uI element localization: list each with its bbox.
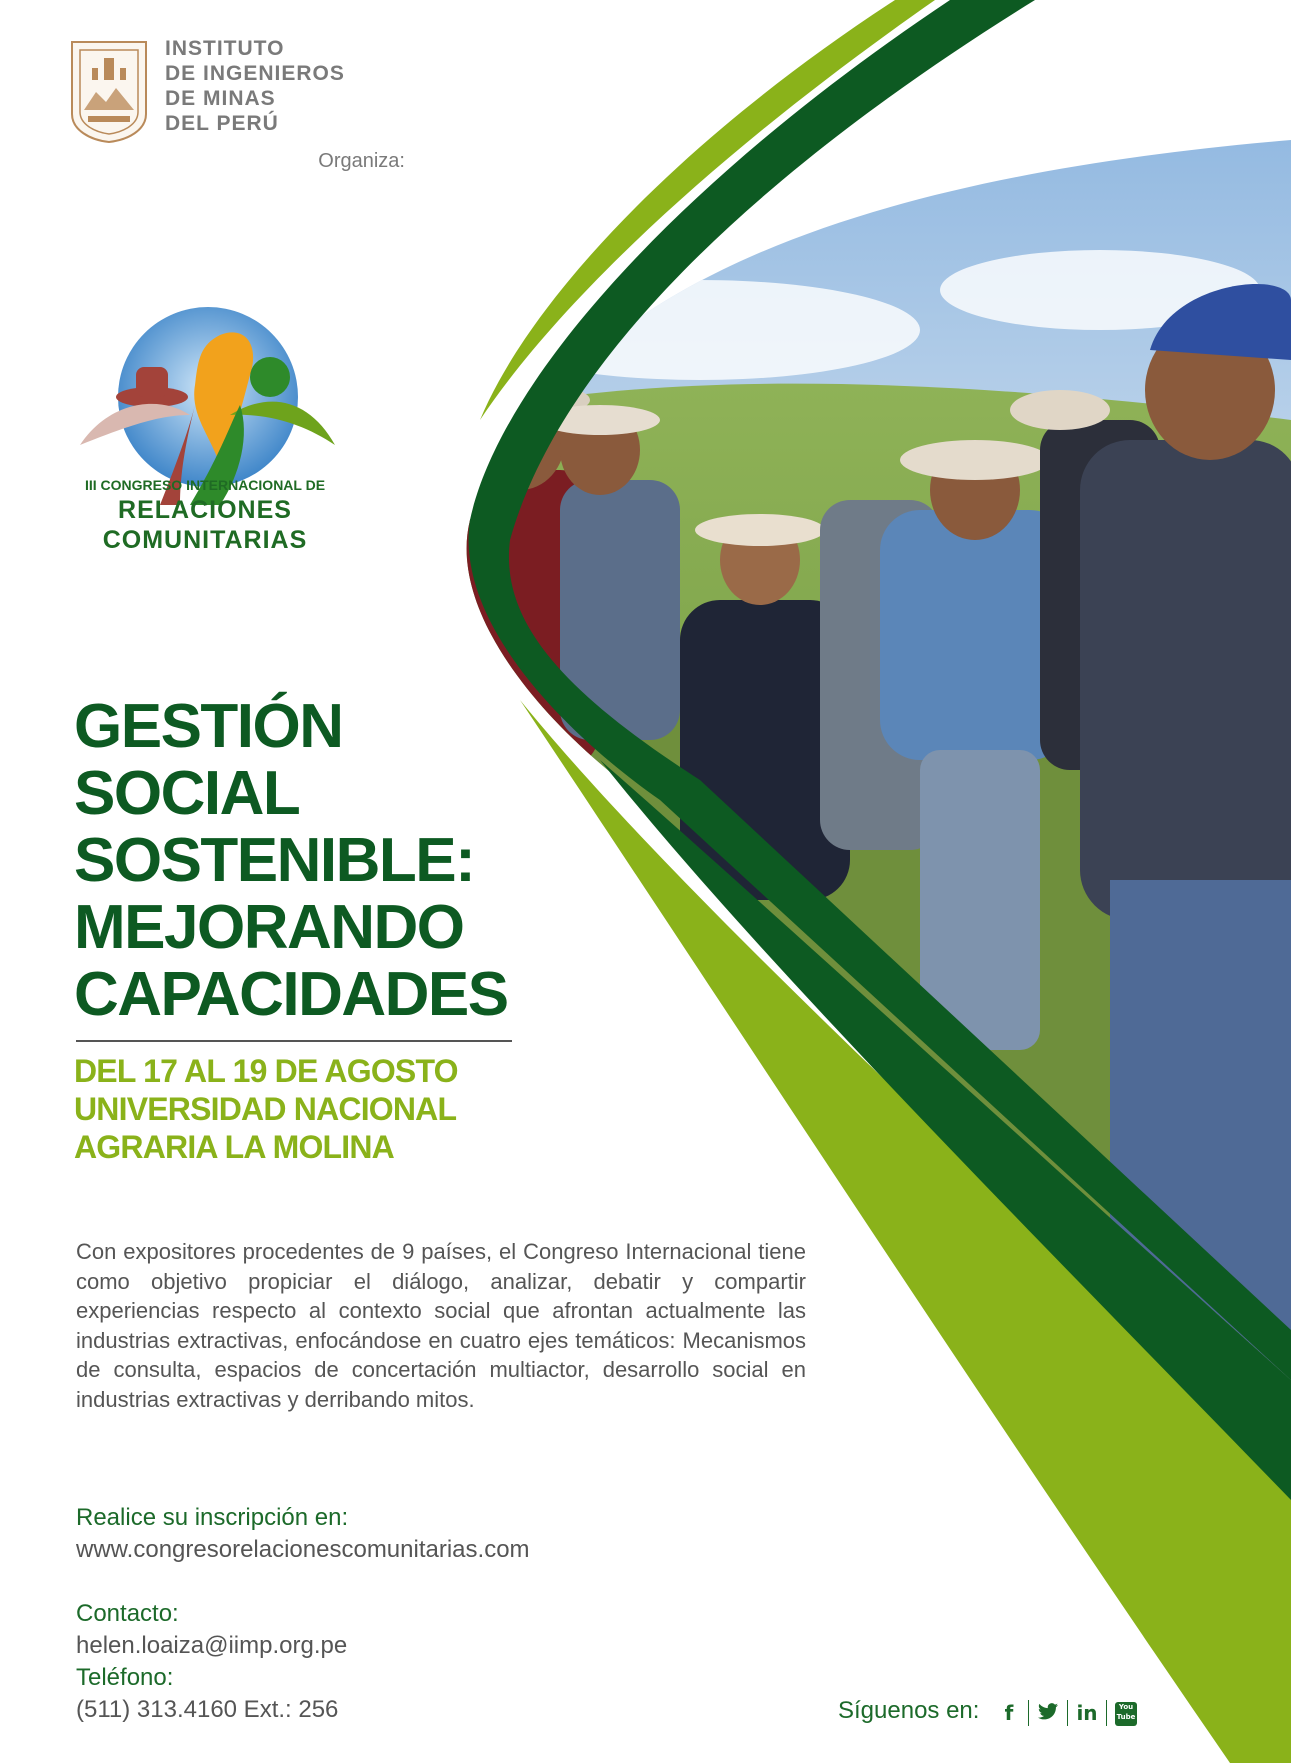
event-venue-line: AGRARIA LA MOLINA: [74, 1129, 394, 1165]
headline-line: MEJORANDO: [74, 893, 464, 962]
event-date: DEL 17 AL 19 DE AGOSTO: [74, 1053, 458, 1089]
social-links: [990, 1697, 1145, 1729]
congress-title-line2: RELACIONES: [118, 496, 292, 524]
phone-label: Teléfono:: [76, 1664, 174, 1691]
organizer-name-line: DEL PERÚ: [165, 112, 279, 135]
headline-line: CAPACIDADES: [74, 960, 508, 1029]
youtube-badge: You Tube: [1115, 1702, 1137, 1726]
contact-email[interactable]: helen.loaiza@iimp.org.pe: [76, 1632, 348, 1659]
organizer-name-line: DE MINAS: [165, 87, 276, 110]
headline-line: SOSTENIBLE:: [74, 826, 475, 895]
organizer-name-line: INSTITUTO: [165, 37, 285, 60]
congress-title-line3: COMUNITARIAS: [102, 526, 308, 554]
facebook-icon[interactable]: f: [1004, 1701, 1014, 1725]
congress-title-line1: III CONGRESO INTERNACIONAL DE: [84, 477, 326, 493]
organizer-name-line: DE INGENIEROS: [165, 62, 345, 85]
social-label: Síguenos en:: [838, 1697, 980, 1724]
headline-line: GESTIÓN: [74, 692, 343, 761]
iimp-seal-icon: [70, 40, 148, 144]
event-details: [74, 1052, 544, 1166]
contact-label: Contacto:: [76, 1600, 179, 1627]
organizer-label: Organiza:: [318, 150, 405, 172]
phone-number[interactable]: (511) 313.4160 Ext.: 256: [76, 1696, 339, 1723]
registration-url[interactable]: www.congresorelacionescomunitarias.com: [76, 1536, 530, 1563]
organizer-name: [165, 36, 445, 136]
youtube-icon[interactable]: [1107, 1700, 1145, 1726]
headline-divider: [76, 1040, 512, 1042]
headline-line: SOCIAL: [74, 759, 300, 828]
event-venue-line: UNIVERSIDAD NACIONAL: [74, 1091, 457, 1127]
registration-label: Realice su inscripción en:: [76, 1504, 349, 1531]
event-description: Con expositores procedentes de 9 países, el Congreso Internacional tiene como objetivo propiciar el diálogo, analizar, debatir y compartir experiencias respecto al contexto social que afrontan actualmente las industrias extractivas, enfocándose en cuatro ejes temáticos: Mecanismos de consulta, espacios de concertación multiactor, desarrollo social en industrias extractivas y derribando mitos.: [76, 1239, 806, 1412]
twitter-bird-icon: [1038, 1703, 1058, 1720]
headline: [74, 693, 544, 1028]
twitter-icon[interactable]: [1029, 1701, 1067, 1725]
linkedin-icon[interactable]: in: [1076, 1701, 1098, 1725]
